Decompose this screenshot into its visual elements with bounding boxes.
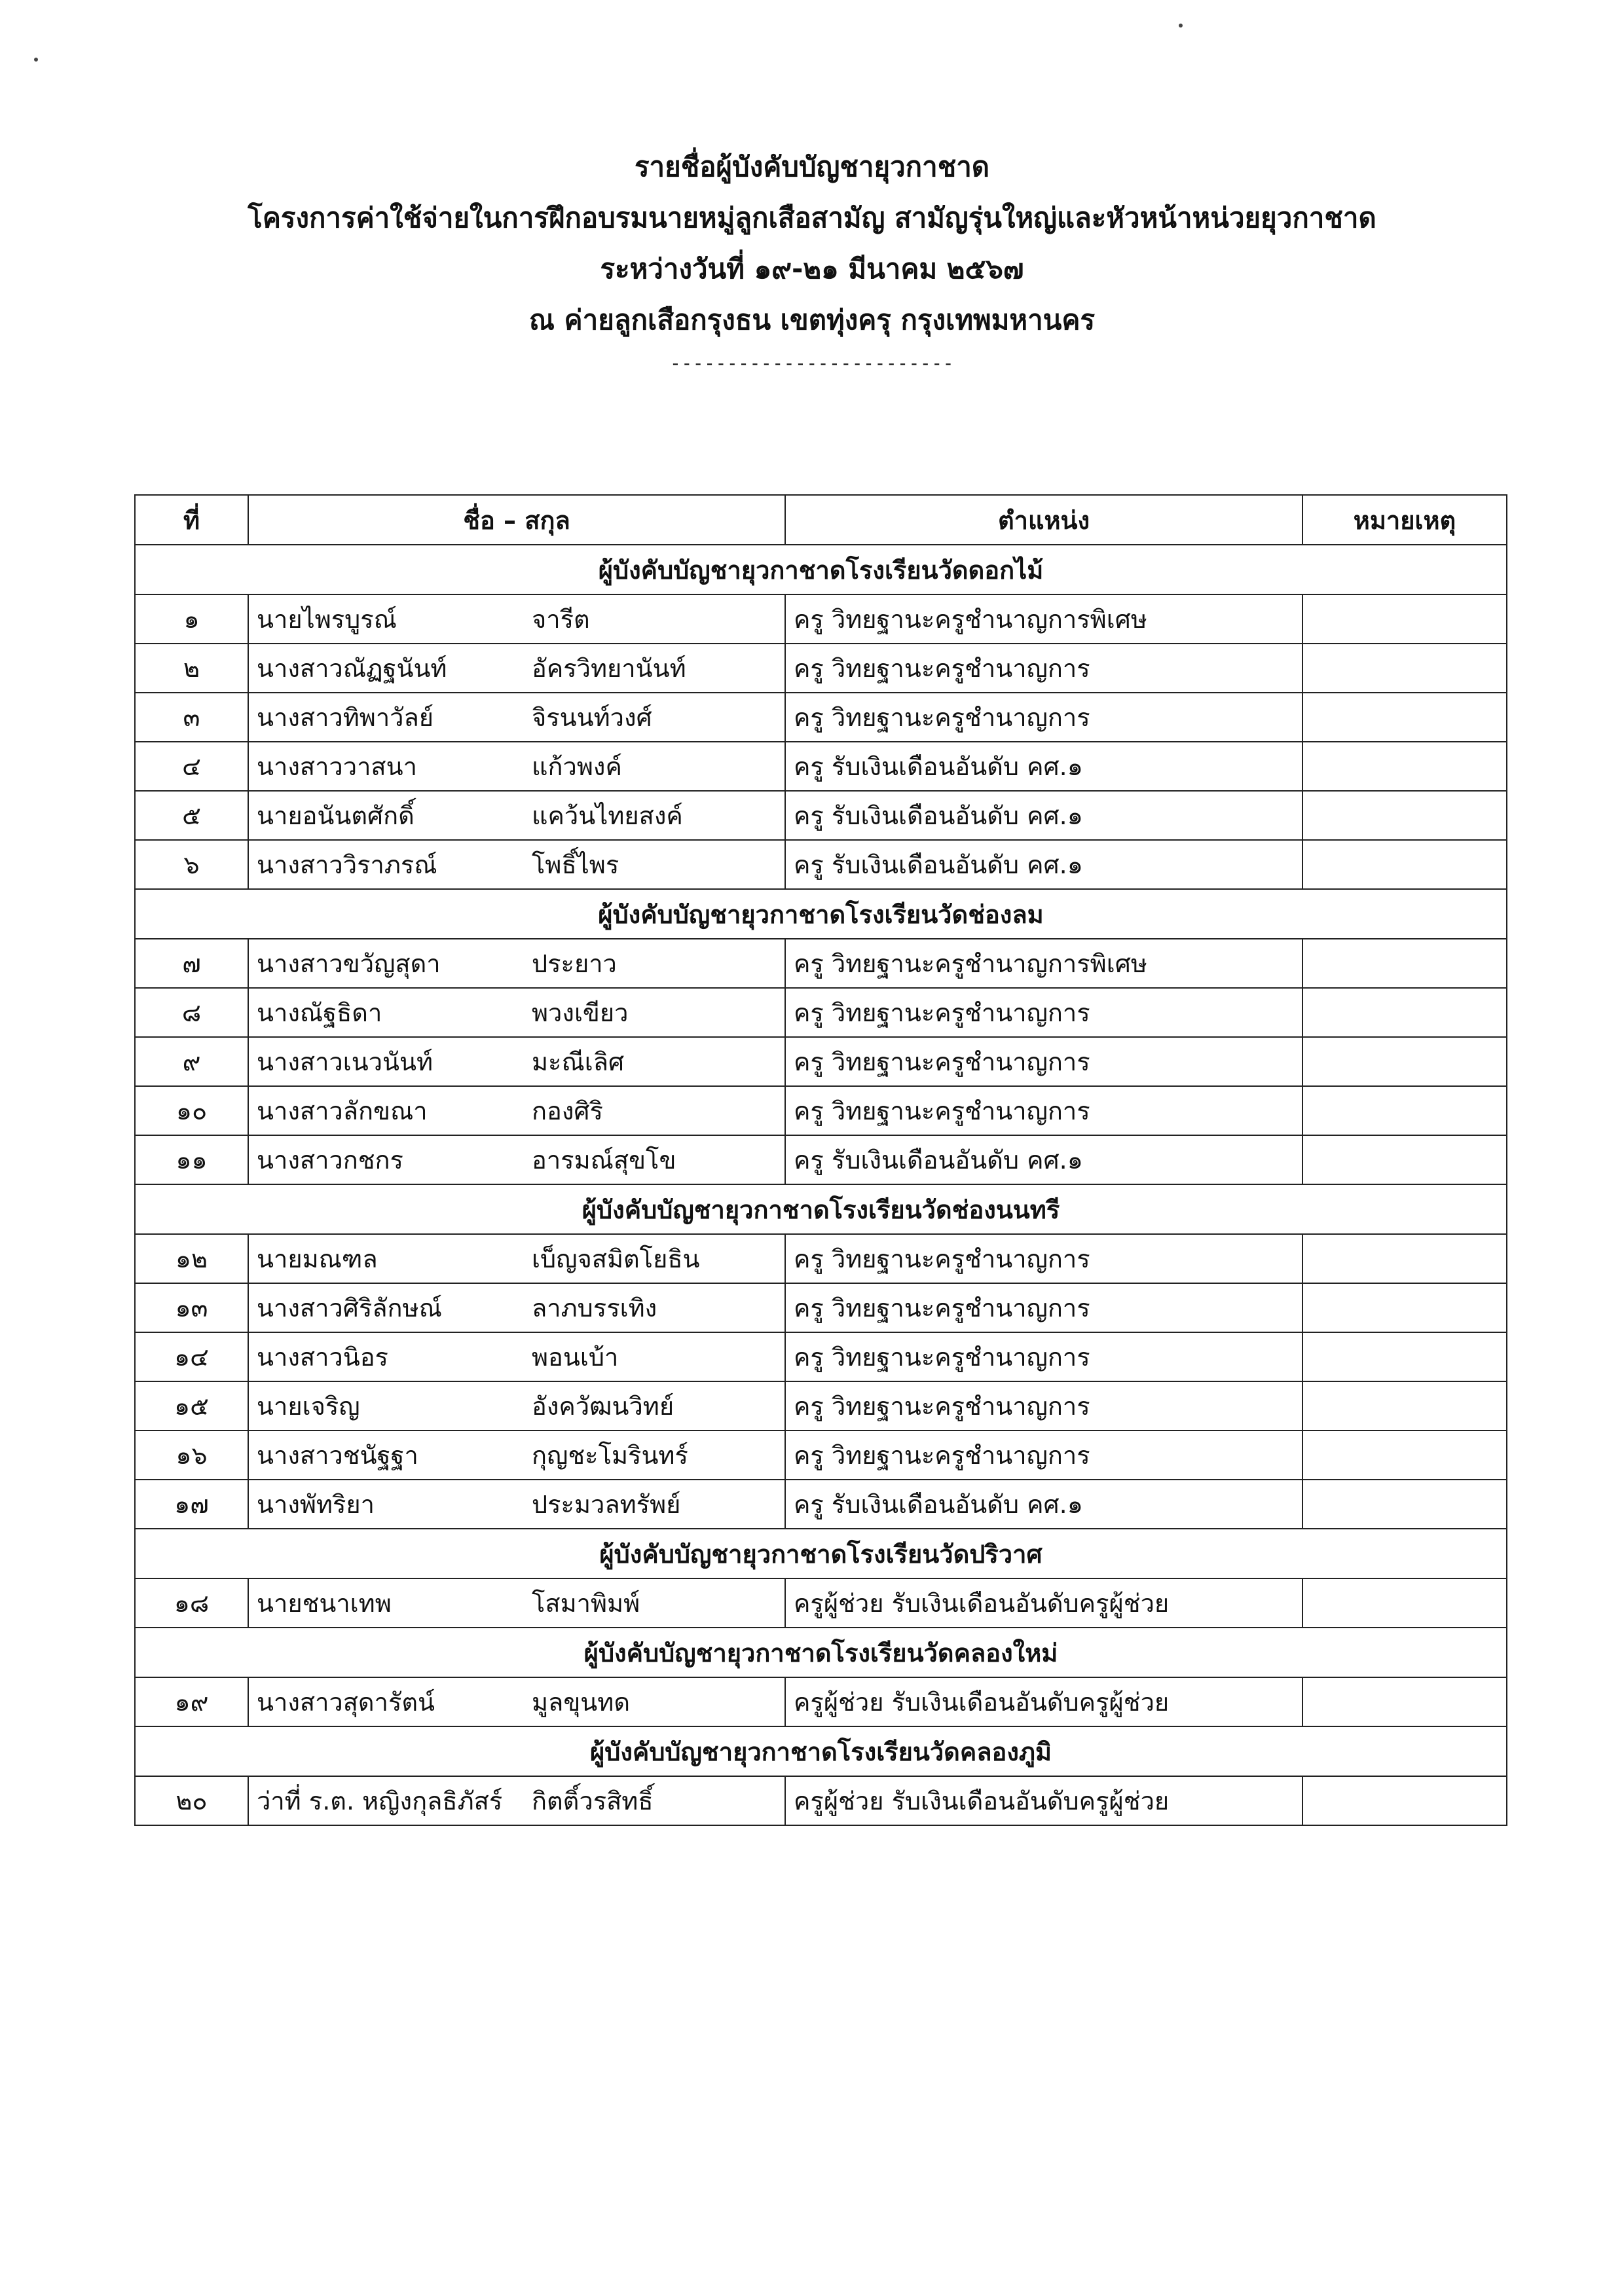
table-row — [135, 1480, 1507, 1529]
full-name-cell — [248, 693, 785, 742]
first-name: ว่าที่ ร.ต. หญิงกุลธิภัสร์ — [257, 1787, 503, 1815]
last-name: แคว้นไทยสงค์ — [532, 801, 683, 830]
remarks-cell — [1302, 1332, 1507, 1381]
project-name: โครงการค่าใช้จ่ายในการฝึกอบรมนายหมู่ลูกเสือสามัญ สามัญรุ่นใหญ่และหัวหน้าหน่วยยุวกาชาด — [248, 202, 1376, 234]
section-title: ผู้บังคับบัญชายุวกาชาดโรงเรียนวัดคลองใหม่ — [135, 1628, 1507, 1677]
row-number: ๑๗ — [135, 1480, 248, 1529]
section-title: ผู้บังคับบัญชายุวกาชาดโรงเรียนวัดปริวาศ — [135, 1529, 1507, 1578]
remarks-cell — [1302, 1578, 1507, 1628]
last-name: อารมณ์สุขโข — [532, 1146, 676, 1175]
table-row — [135, 1381, 1507, 1430]
first-name: นางสาววิราภรณ์ — [257, 850, 437, 879]
last-name: โสมาพิมพ์ — [532, 1589, 640, 1618]
table-row — [135, 1776, 1507, 1825]
row-number: ๔ — [135, 742, 248, 791]
row-number: ๖ — [135, 840, 248, 889]
first-name: นางณัฐธิดา — [257, 998, 382, 1027]
last-name: โพธิ์ไพร — [532, 850, 619, 879]
position-cell: ครู วิทยฐานะครูชำนาญการ — [785, 1332, 1302, 1381]
position-cell: ครู รับเงินเดือนอันดับ คศ.๑ — [785, 742, 1302, 791]
full-name-cell — [248, 644, 785, 693]
remarks-cell — [1302, 1381, 1507, 1430]
first-name: นางสาวชนัฐฐา — [257, 1441, 418, 1470]
row-number: ๙ — [135, 1037, 248, 1086]
table-row — [135, 1430, 1507, 1480]
position-cell: ครู รับเงินเดือนอันดับ คศ.๑ — [785, 1480, 1302, 1529]
scan-speck — [34, 58, 38, 62]
remarks-cell — [1302, 939, 1507, 988]
event-venue: ณ ค่ายลูกเสือกรุงธน เขตทุ่งครุ กรุงเทพมหานคร — [528, 304, 1096, 336]
full-name-cell — [248, 1234, 785, 1283]
column-header-number: ที่ — [135, 495, 248, 545]
position-cell: ครู วิทยฐานะครูชำนาญการ — [785, 1381, 1302, 1430]
column-header-position: ตำแหน่ง — [785, 495, 1302, 545]
table-row — [135, 939, 1507, 988]
table-row — [135, 1086, 1507, 1135]
scan-speck — [1179, 24, 1183, 27]
remarks-cell — [1302, 1283, 1507, 1332]
position-cell: ครู วิทยฐานะครูชำนาญการ — [785, 1234, 1302, 1283]
column-header-name: ชื่อ – สกุล — [248, 495, 785, 545]
full-name-cell — [248, 1430, 785, 1480]
position-cell: ครู วิทยฐานะครูชำนาญการพิเศษ — [785, 594, 1302, 644]
remarks-cell — [1302, 1086, 1507, 1135]
row-number: ๓ — [135, 693, 248, 742]
last-name: จิรนนท์วงศ์ — [532, 703, 652, 732]
row-number: ๑๖ — [135, 1430, 248, 1480]
remarks-cell — [1302, 840, 1507, 889]
table-header-row — [135, 495, 1507, 545]
remarks-cell — [1302, 644, 1507, 693]
row-number: ๑๔ — [135, 1332, 248, 1381]
first-name: นางสาวทิพาวัลย์ — [257, 703, 434, 732]
last-name: แก้วพงค์ — [532, 752, 622, 781]
table-row — [135, 1135, 1507, 1184]
first-name: นางพัทริยา — [257, 1490, 375, 1519]
roster-table — [134, 494, 1507, 1826]
last-name: มะณีเลิศ — [532, 1048, 625, 1076]
position-cell: ครู วิทยฐานะครูชำนาญการ — [785, 1430, 1302, 1480]
section-header-row — [135, 1184, 1507, 1234]
section-header-row — [135, 1529, 1507, 1578]
full-name-cell — [248, 1135, 785, 1184]
first-name: นายอนันตศักดิ์ — [257, 801, 415, 830]
table-row — [135, 594, 1507, 644]
section-title: ผู้บังคับบัญชายุวกาชาดโรงเรียนวัดคลองภูมิ — [135, 1726, 1507, 1776]
row-number: ๑๘ — [135, 1578, 248, 1628]
first-name: นางสาวศิริลักษณ์ — [257, 1294, 442, 1322]
table-row — [135, 644, 1507, 693]
remarks-cell — [1302, 1234, 1507, 1283]
first-name: นางสาวนิอร — [257, 1343, 388, 1372]
last-name: พวงเขียว — [532, 998, 629, 1027]
position-cell: ครู วิทยฐานะครูชำนาญการ — [785, 1283, 1302, 1332]
first-name: นางสาวขวัญสุดา — [257, 949, 441, 978]
row-number: ๑๒ — [135, 1234, 248, 1283]
last-name: กองศิริ — [532, 1097, 603, 1125]
section-title: ผู้บังคับบัญชายุวกาชาดโรงเรียนวัดช่องนนทรี — [135, 1184, 1507, 1234]
full-name-cell — [248, 1677, 785, 1726]
full-name-cell — [248, 742, 785, 791]
table-row — [135, 840, 1507, 889]
table-row — [135, 1578, 1507, 1628]
row-number: ๑๓ — [135, 1283, 248, 1332]
table-row — [135, 791, 1507, 840]
position-cell: ครู วิทยฐานะครูชำนาญการ — [785, 693, 1302, 742]
first-name: นางสาวเนวนันท์ — [257, 1048, 434, 1076]
table-row — [135, 1234, 1507, 1283]
section-header-row — [135, 545, 1507, 594]
first-name: นายมณฑล — [257, 1245, 378, 1273]
row-number: ๑๕ — [135, 1381, 248, 1430]
table-row — [135, 742, 1507, 791]
position-cell: ครู วิทยฐานะครูชำนาญการพิเศษ — [785, 939, 1302, 988]
position-cell: ครูผู้ช่วย รับเงินเดือนอันดับครูผู้ช่วย — [785, 1776, 1302, 1825]
full-name-cell — [248, 1776, 785, 1825]
remarks-cell — [1302, 1776, 1507, 1825]
row-number: ๘ — [135, 988, 248, 1037]
last-name: ประยาว — [532, 949, 617, 978]
event-dates: ระหว่างวันที่ ๑๙-๒๑ มีนาคม ๒๕๖๗ — [600, 253, 1024, 285]
column-header-remarks: หมายเหตุ — [1302, 495, 1507, 545]
section-header-row — [135, 889, 1507, 939]
remarks-cell — [1302, 693, 1507, 742]
remarks-cell — [1302, 594, 1507, 644]
full-name-cell — [248, 840, 785, 889]
row-number: ๑๙ — [135, 1677, 248, 1726]
row-number: ๑ — [135, 594, 248, 644]
remarks-cell — [1302, 1037, 1507, 1086]
full-name-cell — [248, 1037, 785, 1086]
full-name-cell — [248, 791, 785, 840]
position-cell: ครู รับเงินเดือนอันดับ คศ.๑ — [785, 840, 1302, 889]
position-cell: ครูผู้ช่วย รับเงินเดือนอันดับครูผู้ช่วย — [785, 1677, 1302, 1726]
first-name: นางสาวณัฏฐนันท์ — [257, 654, 447, 683]
last-name: มูลขุนทด — [532, 1688, 631, 1717]
remarks-cell — [1302, 791, 1507, 840]
last-name: ลาภบรรเทิง — [532, 1294, 657, 1322]
remarks-cell — [1302, 742, 1507, 791]
full-name-cell — [248, 1086, 785, 1135]
first-name: นายชนาเทพ — [257, 1589, 392, 1618]
last-name: ประมวลทรัพย์ — [532, 1490, 681, 1519]
full-name-cell — [248, 988, 785, 1037]
table-row — [135, 1283, 1507, 1332]
full-name-cell — [248, 939, 785, 988]
first-name: นายเจริญ — [257, 1392, 360, 1421]
position-cell: ครู รับเงินเดือนอันดับ คศ.๑ — [785, 1135, 1302, 1184]
table-row — [135, 693, 1507, 742]
remarks-cell — [1302, 1430, 1507, 1480]
remarks-cell — [1302, 988, 1507, 1037]
header-divider: ------------------------- — [670, 352, 954, 374]
row-number: ๑๑ — [135, 1135, 248, 1184]
row-number: ๒ — [135, 644, 248, 693]
full-name-cell — [248, 1578, 785, 1628]
section-title: ผู้บังคับบัญชายุวกาชาดโรงเรียนวัดดอกไม้ — [135, 545, 1507, 594]
roster-body — [135, 545, 1507, 1825]
position-cell: ครู วิทยฐานะครูชำนาญการ — [785, 644, 1302, 693]
first-name: นางสาวสุดารัตน์ — [257, 1688, 435, 1717]
full-name-cell — [248, 1480, 785, 1529]
last-name: พอนเบ้า — [532, 1343, 619, 1372]
full-name-cell — [248, 1283, 785, 1332]
full-name-cell — [248, 594, 785, 644]
position-cell: ครูผู้ช่วย รับเงินเดือนอันดับครูผู้ช่วย — [785, 1578, 1302, 1628]
row-number: ๑๐ — [135, 1086, 248, 1135]
full-name-cell — [248, 1332, 785, 1381]
last-name: เบ็ญจสมิตโยธิน — [532, 1245, 700, 1273]
remarks-cell — [1302, 1677, 1507, 1726]
section-title: ผู้บังคับบัญชายุวกาชาดโรงเรียนวัดช่องลม — [135, 889, 1507, 939]
row-number: ๒๐ — [135, 1776, 248, 1825]
last-name: กิตติ์วรสิทธิ์ — [532, 1787, 654, 1815]
last-name: กุญชะโมรินทร์ — [532, 1441, 688, 1470]
last-name: จารีต — [532, 605, 590, 634]
position-cell: ครู รับเงินเดือนอันดับ คศ.๑ — [785, 791, 1302, 840]
table-row — [135, 1677, 1507, 1726]
full-name-cell — [248, 1381, 785, 1430]
section-header-row — [135, 1726, 1507, 1776]
position-cell: ครู วิทยฐานะครูชำนาญการ — [785, 988, 1302, 1037]
remarks-cell — [1302, 1480, 1507, 1529]
document-title: รายชื่อผู้บังคับบัญชายุวกาชาด — [634, 151, 990, 183]
table-row — [135, 1332, 1507, 1381]
remarks-cell — [1302, 1135, 1507, 1184]
position-cell: ครู วิทยฐานะครูชำนาญการ — [785, 1037, 1302, 1086]
first-name: นางสาวกชกร — [257, 1146, 403, 1175]
first-name: นางสาววาสนา — [257, 752, 417, 781]
first-name: นายไพรบูรณ์ — [257, 605, 397, 634]
last-name: อัครวิทยานันท์ — [532, 654, 686, 683]
first-name: นางสาวลักขณา — [257, 1097, 428, 1125]
position-cell: ครู วิทยฐานะครูชำนาญการ — [785, 1086, 1302, 1135]
row-number: ๕ — [135, 791, 248, 840]
table-row — [135, 988, 1507, 1037]
section-header-row — [135, 1628, 1507, 1677]
row-number: ๗ — [135, 939, 248, 988]
document-header — [0, 151, 1624, 374]
last-name: อังควัฒนวิทย์ — [532, 1392, 674, 1421]
table-row — [135, 1037, 1507, 1086]
